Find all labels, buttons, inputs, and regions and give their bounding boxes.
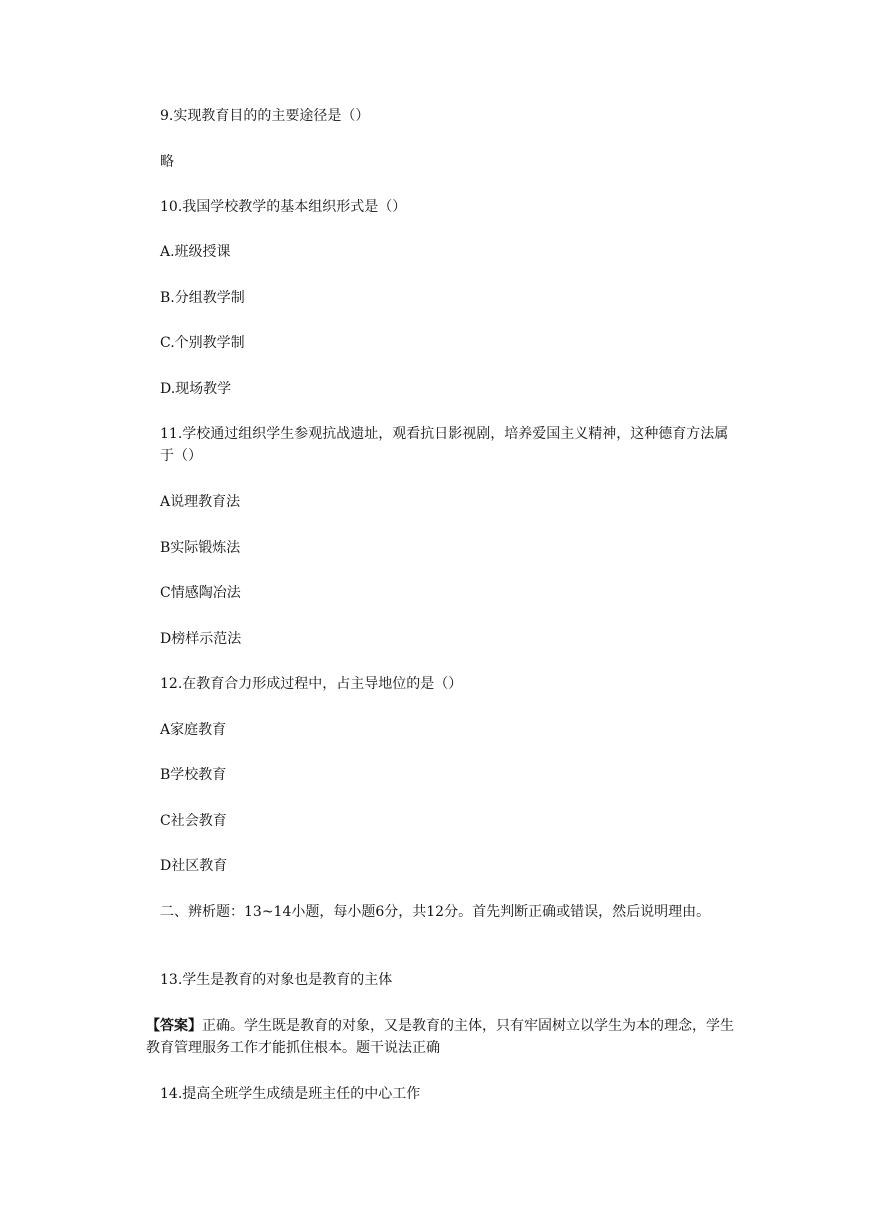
question-11-option-c: C情感陶冶法 xyxy=(160,585,241,601)
question-9: 9.实现教育目的的主要途径是（） xyxy=(160,108,370,124)
question-12-option-b: B学校教育 xyxy=(160,767,227,783)
question-9-answer: 略 xyxy=(160,154,174,170)
question-11-option-d: D榜样示范法 xyxy=(160,631,242,647)
section-2-heading: 二、辨析题：13~14小题，每小题6分，共12分。首先判断正确或错误，然后说明理由。 xyxy=(160,904,711,920)
question-11-option-a: A说理教育法 xyxy=(160,494,241,510)
question-12: 12.在教育合力形成过程中，占主导地位的是（） xyxy=(160,676,463,692)
question-12-option-d: D社区教育 xyxy=(160,858,228,874)
question-14: 14.提高全班学生成绩是班主任的中心工作 xyxy=(160,1086,421,1102)
question-12-option-c: C社会教育 xyxy=(160,813,227,829)
question-10-option-d: D.现场教学 xyxy=(160,381,232,397)
question-10: 10.我国学校教学的基本组织形式是（） xyxy=(160,199,407,215)
question-13-answer xyxy=(146,1015,740,1059)
question-11-option-b: B实际锻炼法 xyxy=(160,540,241,556)
question-11: 11.学校通过组织学生参观抗战遗址，观看抗日影视剧，培养爱国主义精神，这种德育方法属于（） xyxy=(160,426,729,464)
question-13: 13.学生是教育的对象也是教育的主体 xyxy=(160,972,393,988)
question-12-option-a: A家庭教育 xyxy=(160,722,227,738)
question-10-option-b: B.分组教学制 xyxy=(160,290,245,306)
answer-text: 正确。学生既是教育的对象，又是教育的主体，只有牢固树立以学生为本的理念，学生教育管理服务工作才能抓住根本。题干说法正确 xyxy=(146,1018,734,1056)
question-10-option-c: C.个别教学制 xyxy=(160,335,245,351)
question-10-option-a: A.班级授课 xyxy=(160,244,231,260)
answer-label: 【答案】 xyxy=(146,1018,202,1034)
